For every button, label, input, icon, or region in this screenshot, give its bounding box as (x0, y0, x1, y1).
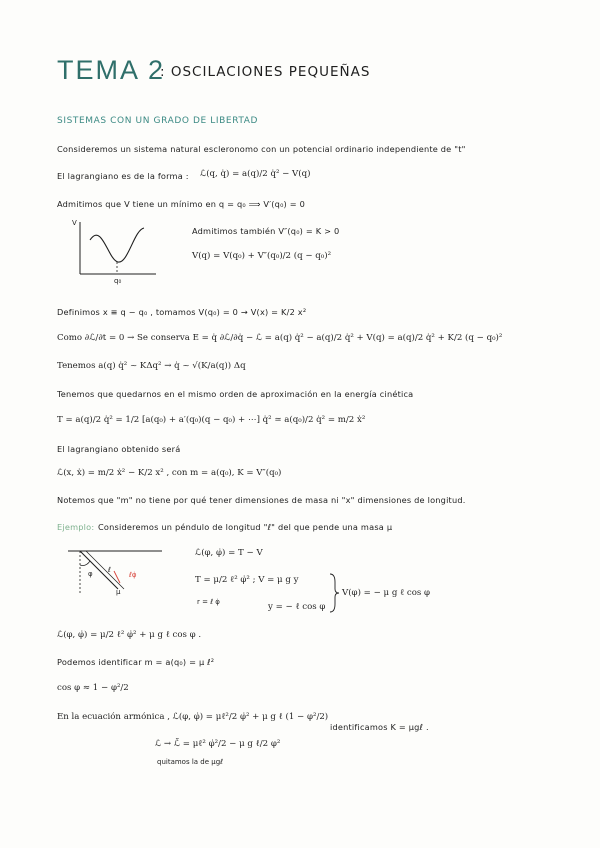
line-reduced-note: quitamos la de μgℓ (157, 758, 224, 766)
pendulum-length: ℓ (108, 566, 111, 574)
page-title: TEMA 2 (57, 55, 166, 85)
line-cos-approx: cos φ ≈ 1 − φ²/2 (57, 683, 129, 693)
line-intro: Consideremos un sistema natural escleronomo con un potencial ordinario independiente de "t" (57, 144, 466, 154)
line-note: Notemos que "m" no tiene por qué tener dimensiones de masa ni "x" dimensiones de longitud. (57, 495, 466, 505)
line-lagrangian-eq: ℒ(q, q̇) = a(q)/2 q̇² − V(q) (200, 169, 311, 179)
line-reduced-lagrangian: ℒ → ℒ̃ = μℓ² φ̇²/2 − μ g ℓ/2 φ² (155, 739, 281, 749)
pendulum-mass: μ (116, 588, 121, 596)
line-identify-k: identificamos K = μgℓ . (330, 722, 429, 732)
line-harmonic: En la ecuación armónica , ℒ(φ, φ̇) = μℓ²/2 φ̇² + μ g ℓ (1 − φ²/2) (57, 712, 329, 722)
line-energy: Como ∂ℒ/∂t = 0 → Se conserva E = q̇ ∂ℒ/∂q̇ − ℒ = a(q) q̇² − a(q)/2 q̇² + V(q) = a(q)/2 q̇² + K/2 (q − q₀)² (57, 333, 503, 343)
pendulum-kinetic: T = μ/2 ℓ² φ̇² ; V = μ g y (195, 575, 299, 585)
example-text: Consideremos un péndulo de longitud "ℓ" del que pende una masa μ (98, 522, 393, 532)
page-subtitle: : OSCILACIONES PEQUEÑAS (160, 64, 371, 80)
line-final-lagrangian: ℒ(x, ẋ) = m/2 ẋ² − K/2 x² , con m = a(q₀), K = V″(q₀) (57, 468, 282, 478)
graph-axis-q0: q₀ (114, 277, 122, 285)
pendulum-potential: V(φ) = − μ g ℓ cos φ (342, 588, 431, 598)
line-definition: Definimos x ≡ q − q₀ , tomamos V(q₀) = 0 → V(x) = K/2 x² (57, 307, 307, 317)
line-lagrangian-text: El lagrangiano es de la forma : (57, 171, 189, 181)
line-kinetic: T = a(q)/2 q̇² = 1/2 [a(q₀) + a′(q₀)(q − q₀) + ⋯] q̇² ≃ a(q₀)/2 q̇² = m/2 ẋ² (57, 415, 366, 425)
pendulum-velocity: ℓφ̇ (129, 571, 137, 579)
line-obtained: El lagrangiano obtenido será (57, 444, 181, 454)
pendulum-height: y = − ℓ cos φ (268, 602, 326, 612)
line-approximation: Tenemos que quedarnos en el mismo orden de aproximación en la energía cinética (57, 389, 414, 399)
line-order: Tenemos a(q) q̇² ~ KΔq² → q̇ ~ √(K/a(q)) Δq (57, 361, 246, 371)
example-label: Ejemplo: (57, 522, 95, 532)
line-second-derivative: Admitimos también V″(q₀) = K > 0 (192, 226, 340, 236)
line-minimum: Admitimos que V tiene un mínimo en q = q₀ ⟹ V′(q₀) = 0 (57, 199, 306, 209)
section-heading: SISTEMAS CON UN GRADO DE LIBERTAD (57, 116, 259, 126)
graph-axis-v: V (72, 219, 77, 227)
line-taylor: V(q) = V(q₀) + V″(q₀)/2 (q − q₀)² (192, 251, 332, 261)
pendulum-angle: φ (88, 570, 93, 578)
line-identify-mass: Podemos identificar m = a(q₀) = μ ℓ² (57, 657, 215, 667)
line-pendulum-full: ℒ(φ, φ̇) = μ/2 ℓ² φ̇² + μ g ℓ cos φ . (57, 630, 202, 640)
pendulum-diagram (66, 545, 166, 610)
brace-icon (328, 572, 340, 614)
pendulum-lagrangian: ℒ(φ, φ̇) = T − V (195, 548, 263, 558)
pendulum-note: r = ℓ φ̇ (197, 598, 220, 606)
